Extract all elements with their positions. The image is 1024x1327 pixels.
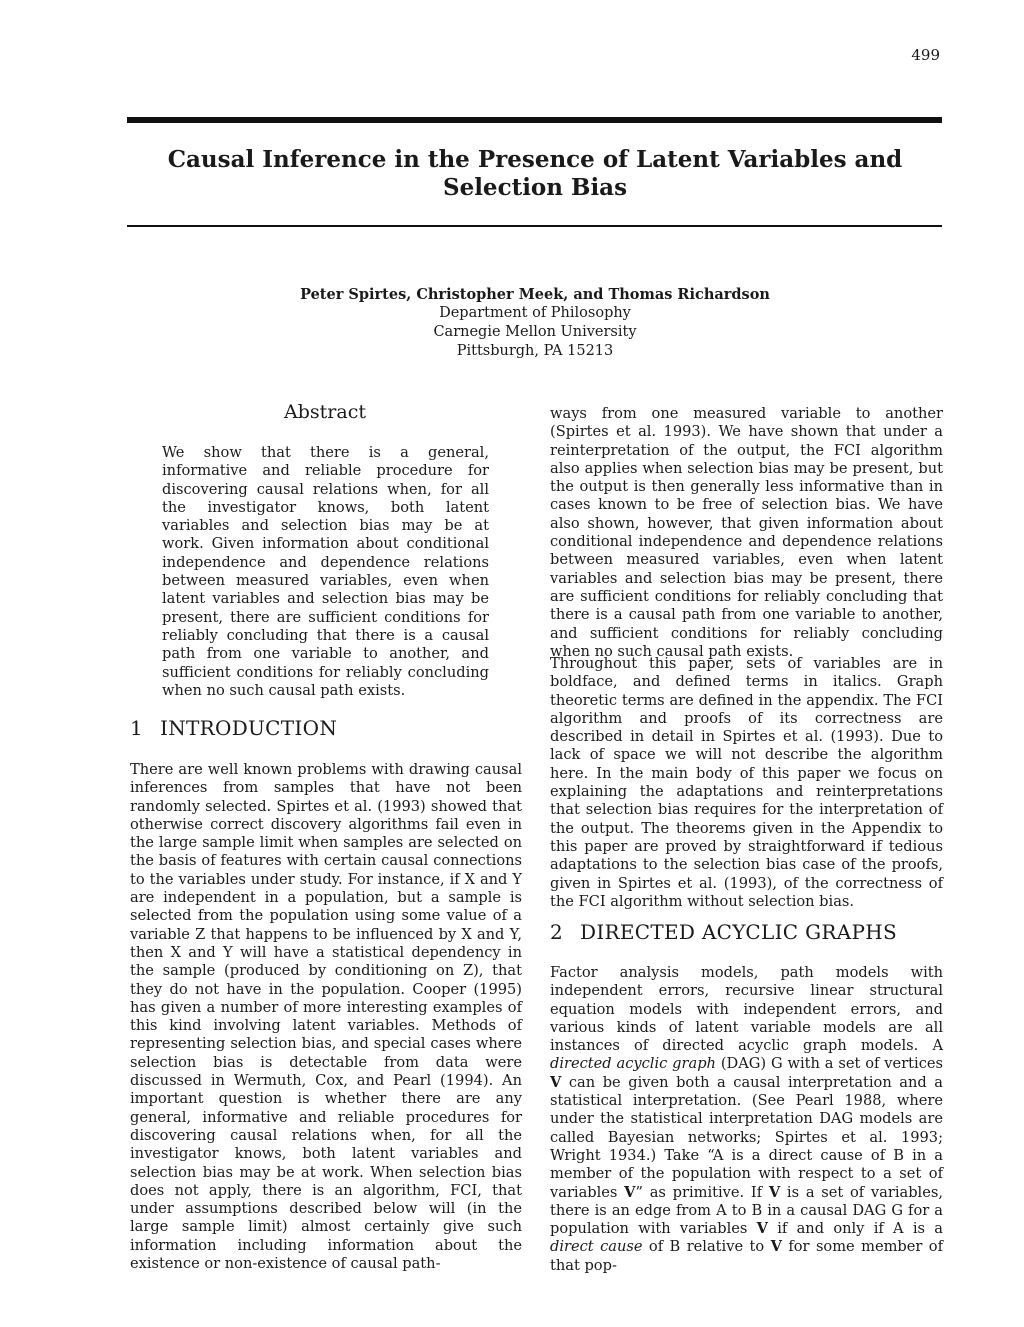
section-2-text-c: can be given both a causal interpretation and a statistical interpretation. (See Pearl 1988, where under the statistical interpretation DAG models are called Bayesian networks; Spirtes et al. 1993; Wright 1934.) Take “A is a direct cause of B in a member of the population with respect to a set of variables [550,1073,943,1201]
section-2-title: DIRECTED ACYCLIC GRAPHS [580,920,897,944]
section-2-number: 2 [550,920,564,944]
section-1-heading [130,716,337,740]
section-2-text-b: (DAG) G with a set of vertices [715,1055,943,1073]
section-2-text-h: for some member of that pop- [550,1238,943,1274]
introduction-paragraph-2-block [550,655,943,911]
author-names: Peter Spirtes, Christopher Meek, and Thomas Richardson [300,286,770,303]
introduction-continuation [550,405,943,661]
bold-variable-set-v: V [756,1220,768,1238]
section-2-text-g: of B relative to [642,1238,771,1256]
author-address: Pittsburgh, PA 15213 [456,343,614,359]
section-2-text-f: if and only if A is a [767,1220,943,1238]
abstract-heading: Abstract [284,401,366,423]
author-block [250,285,820,361]
author-university: Carnegie Mellon University [433,324,637,340]
section-2-body [550,964,943,1275]
bold-variable-set-v: V [768,1183,781,1201]
author-department: Department of Philosophy [439,305,631,321]
abstract-text: We show that there is a general, informative and reliable procedure for discovering causal relations when, for all the investigator knows, both latent variables and selection bias may be at work. Given information about conditional independence and dependence relations between measured variables, even when latent variables and selection bias may be present, there are sufficient conditions for reliably concluding that there is a causal path from one variable to another, and sufficient conditions for reliably concluding when no such causal path exists. [162,444,489,699]
top-thick-rule [127,117,942,123]
section-2-paragraph-1 [550,964,943,1275]
page-number: 499 [911,46,940,64]
section-2-text-a: Factor analysis models, path models with independent errors, recursive linear structural equation models with independent errors, and various kinds of latent variable models are all instances of directed acyclic graph models. A [550,964,943,1055]
introduction-paragraph-2: Throughout this paper, sets of variables are in boldface, and defined terms in italics. Graph theoretic terms are defined in the appendix. The FCI algorithm and proofs of its correctness are described in detail in Spirtes et al. (1993). Due to lack of space we will not describe the algorithm here. In the main body of this paper we focus on explaining the adaptations and reinterpretations that selection bias requires for the interpretation of the output. The theorems given in the Appendix to this paper are proved by straightforward if tedious adaptations to the selection bias case of the proofs, given in Spirtes et al. (1993), of the correctness of the FCI algorithm without selection bias. [550,655,943,910]
bold-variable-set-v: V [550,1073,562,1091]
term-directed-acyclic-graph: directed acyclic graph [550,1055,716,1073]
term-direct-cause: direct cause [550,1238,643,1256]
section-2-text-e: is a set of variables, there is an edge from A to B in a causal DAG G for a population with variables [550,1183,943,1238]
paper-title: Causal Inference in the Presence of Latent Variables and Selection Bias [167,146,903,201]
bold-variable-set-v: V [624,1183,636,1201]
bold-variable-set-v: V [770,1238,782,1256]
title-bottom-rule [127,225,942,227]
section-1-title: INTRODUCTION [160,716,338,740]
section-2-heading [550,920,897,944]
introduction-paragraph-1-continued: ways from one measured variable to another (Spirtes et al. 1993). We have shown that under a reinterpretation of the output, the FCI algorithm also applies when selection bias may be present, but the output is then generally less informative than in cases known to be free of selection bias. We have also shown, however, that given information about conditional independence and dependence relations between measured variables, even when latent variables and selection bias may be present, there are sufficient conditions for reliably concluding that there is a causal path from one variable to another, and sufficient conditions for reliably concluding when no such causal path exists. [550,405,943,660]
introduction-body [130,761,522,1273]
section-1-number: 1 [130,716,144,740]
section-2-text-d: ” as primitive. If [635,1183,769,1201]
abstract-body [162,444,489,700]
introduction-paragraph-1: There are well known problems with drawing causal inferences from samples that have not been randomly selected. Spirtes et al. (1993) showed that otherwise correct discovery algorithms fail even in the large sample limit when samples are selected on the basis of features with certain causal connections to the variables under study. For instance, if X and Y are independent in a population, but a sample is selected from the population using some value of a variable Z that happens to be influenced by X and Y, then X and Y will have a statistical dependency in the sample (produced by conditioning on Z), that they do not have in the population. Cooper (1995) has given a number of more interesting examples of this kind involving latent variables. Methods of representing selection bias, and special cases where selection bias is detectable from data were discussed in Wermuth, Cox, and Pearl (1994). An important question is whether there are any general, informative and reliable procedures for discovering causal relations when, for all the investigator knows, both latent variables and selection bias may be at work. When selection bias does not apply, there is an algorithm, FCI, that under assumptions described below will (in the large sample limit) almost certainly give such information including information about the existence or non-existence of causal path- [130,761,522,1273]
